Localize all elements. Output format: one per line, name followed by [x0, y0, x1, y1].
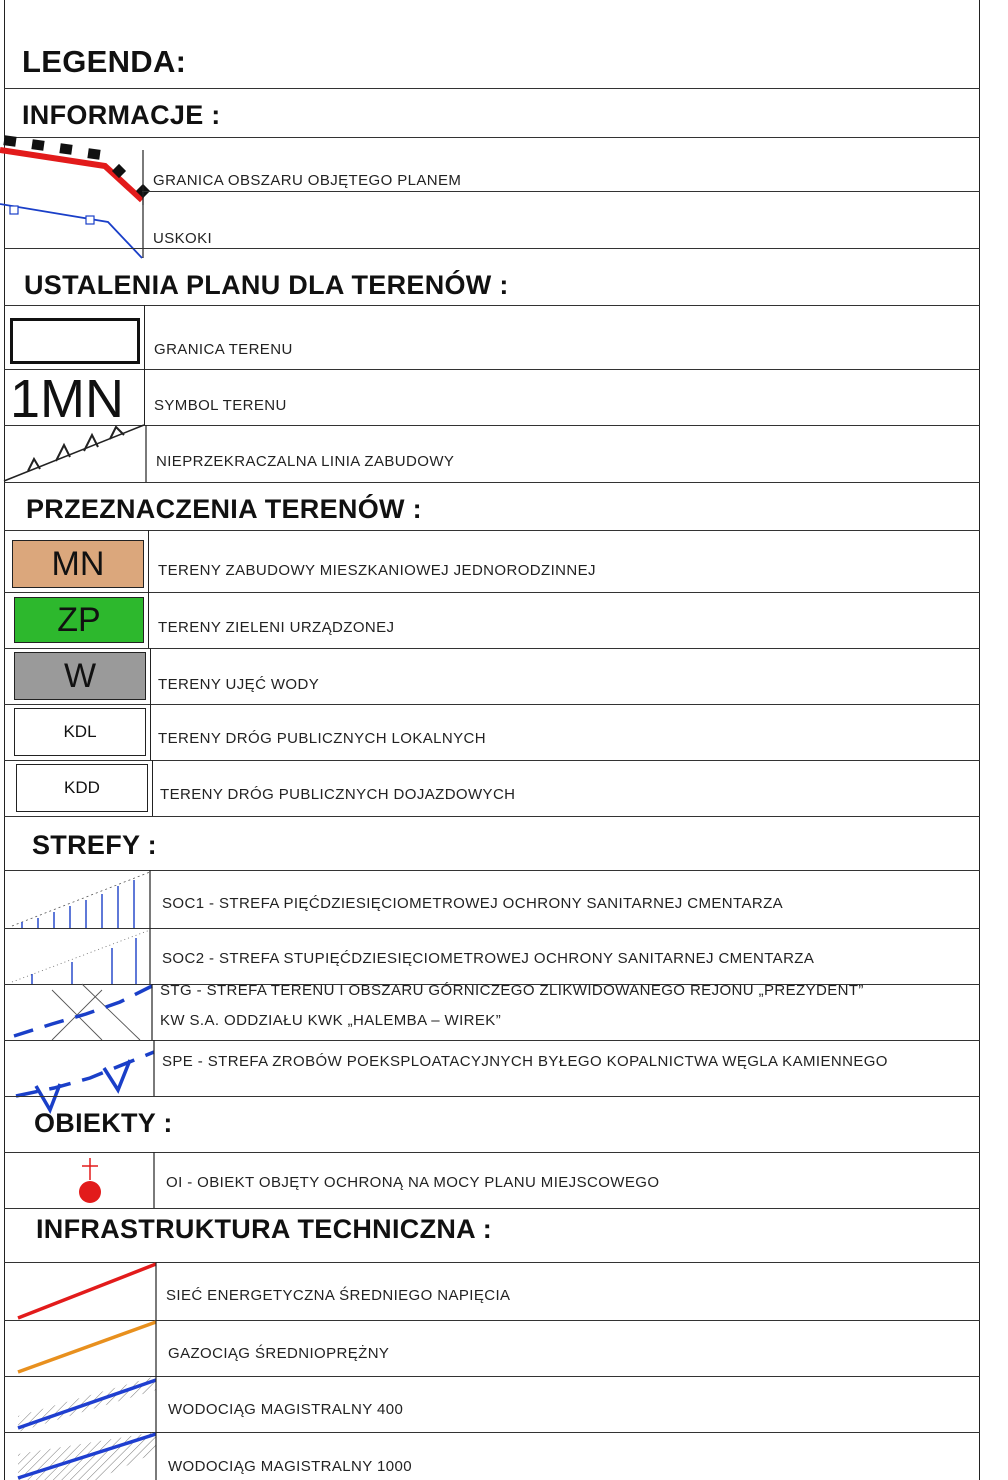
zp-swatch: ZP [14, 597, 144, 643]
divider [4, 369, 980, 370]
label-symbol-terenu: SYMBOL TERENU [154, 397, 287, 414]
water-main-1000-icon [16, 1432, 160, 1480]
protected-object-icon [16, 1152, 158, 1208]
divider [4, 530, 980, 531]
kdl-swatch: KDL [14, 708, 146, 756]
divider [144, 369, 145, 425]
label-spe: SPE - STREFA ZROBÓW POEKSPLOATACYJNYCH BYŁEGO KOPALNICTWA WĘGLA KAMIENNEGO [162, 1053, 888, 1070]
section-ustalenia: USTALENIA PLANU DLA TERENÓW : [24, 270, 509, 300]
w-swatch: W [14, 652, 146, 700]
label-kdl: TERENY DRÓG PUBLICZNYCH LOKALNYCH [158, 730, 486, 747]
soc1-zone-icon [12, 870, 154, 928]
label-gazociag: GAZOCIĄG ŚREDNIOPRĘŻNY [168, 1345, 390, 1362]
label-stg-line2: KW S.A. ODDZIAŁU KWK „HALEMBA – WIREK” [160, 1012, 502, 1029]
power-line-icon [16, 1262, 160, 1320]
gas-pipeline-icon [16, 1320, 160, 1376]
area-symbol-example: 1MN [10, 369, 125, 429]
divider [150, 648, 151, 704]
label-siec-energetyczna: SIEĆ ENERGETYCZNA ŚREDNIEGO NAPIĘCIA [166, 1287, 511, 1304]
label-soc1: SOC1 - STREFA PIĘĆDZIESIĘCIOMETROWEJ OCHRONY SANITARNEJ CMENTARZA [162, 895, 784, 912]
section-infrastruktura: INFRASTRUKTURA TECHNICZNA : [36, 1214, 493, 1244]
divider [144, 305, 145, 369]
divider [148, 592, 149, 648]
label-mn: TERENY ZABUDOWY MIESZKANIOWEJ JEDNORODZINNEJ [158, 562, 596, 579]
label-oi: OI - OBIEKT OBJĘTY OCHRONĄ NA MOCY PLANU MIEJSCOWEGO [166, 1174, 660, 1191]
label-wodociag-1000: WODOCIĄG MAGISTRALNY 1000 [168, 1458, 412, 1475]
label-granica-terenu: GRANICA TERENU [154, 341, 293, 358]
divider [4, 305, 980, 306]
section-obiekty: OBIEKTY : [34, 1108, 173, 1138]
water-main-400-icon [16, 1376, 160, 1432]
divider [4, 248, 980, 249]
stg-zone-icon [12, 984, 154, 1040]
divider [4, 816, 980, 817]
section-przeznaczenia: PRZEZNACZENIA TERENÓW : [26, 494, 422, 524]
label-uskoki: USKOKI [153, 230, 213, 247]
soc2-zone-icon [12, 928, 154, 984]
kdd-swatch: KDD [16, 764, 148, 812]
spe-zone-icon [14, 1040, 156, 1112]
label-linia-zabudowy: NIEPRZEKRACZALNA LINIA ZABUDOWY [156, 453, 455, 470]
label-wodociag-400: WODOCIĄG MAGISTRALNY 400 [168, 1401, 404, 1418]
divider [4, 425, 980, 426]
divider [4, 1208, 980, 1209]
label-w: TERENY UJĘĆ WODY [158, 676, 320, 693]
divider [4, 88, 980, 89]
divider [4, 482, 980, 483]
divider [150, 704, 151, 760]
section-informacje: INFORMACJE : [22, 100, 221, 130]
label-soc2: SOC2 - STREFA STUPIĘĆDZIESIĘCIOMETROWEJ OCHRONY SANITARNEJ CMENTARZA [162, 950, 815, 967]
mn-swatch: MN [12, 540, 144, 588]
building-line-icon [4, 425, 149, 483]
divider [148, 530, 149, 592]
divider [4, 592, 980, 593]
label-stg-line1: STG - STREFA TERENU I OBSZARU GÓRNICZEGO ZLIKWIDOWANEGO REJONU „PREZYDENT” [160, 982, 864, 999]
legend-title: LEGENDA: [22, 44, 187, 79]
divider [152, 760, 153, 816]
section-strefy: STREFY : [32, 830, 157, 860]
label-kdd: TERENY DRÓG PUBLICZNYCH DOJAZDOWYCH [160, 786, 516, 803]
label-zp: TERENY ZIELENI URZĄDZONEJ [158, 619, 395, 636]
label-granica-obszaru: GRANICA OBSZARU OBJĘTEGO PLANEM [153, 172, 462, 189]
area-boundary-icon [10, 318, 140, 364]
divider [4, 760, 980, 761]
divider [4, 1096, 980, 1097]
divider [142, 191, 980, 192]
